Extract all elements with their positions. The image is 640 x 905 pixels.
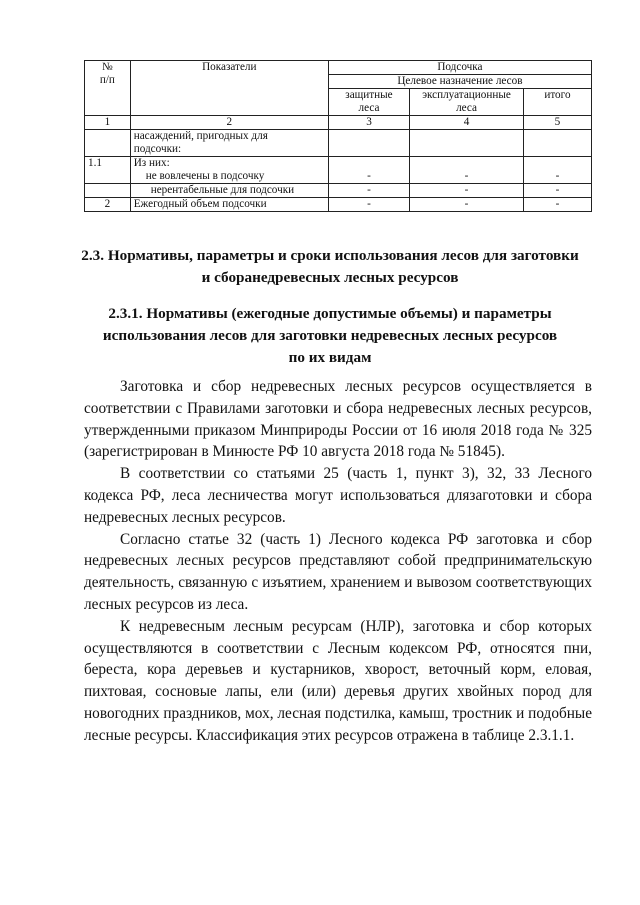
col-number: 4: [410, 116, 524, 130]
cell: -: [328, 184, 409, 198]
cell: -: [523, 198, 591, 212]
header-indicators: Показатели: [130, 61, 328, 116]
row-number: [85, 184, 131, 198]
cell: -: [328, 157, 409, 184]
table-header-row: [85, 61, 592, 75]
cell: [410, 130, 524, 157]
paragraph: Заготовка и сбор недревесных лесных ресурсов осуществляется в соответствии с Правилами заготовки и сбора недревесных лесных ресурсов, утвержденными приказом Минприроды России от 16 июля 2018 года № 325 (зарегистрирован в Минюсте РФ 10 августа 2018 года № 51845).: [84, 378, 592, 461]
header-purpose: Целевое назначение лесов: [328, 75, 591, 89]
col-number: 5: [523, 116, 591, 130]
subsection-heading: 2.3.1. Нормативы (ежегодные допустимые объемы) и параметры использования лесов для заготовки недревесных лесных ресурсов по их видам: [102, 305, 558, 366]
table-row: [85, 198, 592, 212]
paragraph: К недревесным лесным ресурсам (НЛР), заготовка и сбор которых осуществляются в соответствии с Лесным кодексом РФ, относятся пни, береста, кора деревьев и кустарников, хворост, веточный корм, еловая, пихтовая, сосновые лапы, ели (или) деревья других хвойных пород для новогодних праздников, мох, лесная подстилка, камыш, тростник и подобные лесные ресурсы. Классификация этих ресурсов отражена в таблице 2.3.1.1.: [84, 617, 592, 744]
row-number: [85, 130, 131, 157]
body-text: [84, 376, 592, 747]
cell: -: [410, 157, 524, 184]
cell: -: [410, 184, 524, 198]
row-label: [130, 130, 328, 157]
section-heading: 2.3. Нормативы, параметры и сроки использования лесов для заготовки и сборанедревесных лесных ресурсов: [81, 247, 579, 286]
row-label-line: подсочки:: [133, 143, 182, 155]
cell: [523, 130, 591, 157]
col-number: 2: [130, 116, 328, 130]
row-label: [130, 157, 328, 184]
header-group: Подсочка: [328, 61, 591, 75]
cell: [328, 130, 409, 157]
table-row: [85, 130, 592, 157]
table-row: [85, 184, 592, 198]
table-row: [85, 157, 592, 184]
row-label: нерентабельные для подсочки: [130, 184, 328, 198]
col-number: 1: [85, 116, 131, 130]
cell: -: [523, 184, 591, 198]
header-col: итого: [523, 89, 591, 116]
header-col: защитные леса: [328, 89, 409, 116]
header-number: № п/п: [85, 61, 131, 116]
tapping-table: [84, 60, 592, 212]
row-label-line: не вовлечены в подсочку: [145, 170, 265, 182]
paragraph: Согласно статье 32 (часть 1) Лесного кодекса РФ заготовка и сбор недревесных лесных ресурсов представляют собой предпринимательскую деятельность, связанную с изъятием, хранением и вывозом соответствующих лесных ресурсов из леса.: [84, 530, 592, 613]
row-number: 1.1: [85, 157, 131, 184]
column-number-row: [85, 116, 592, 130]
cell: -: [328, 198, 409, 212]
cell: -: [523, 157, 591, 184]
col-number: 3: [328, 116, 409, 130]
paragraph: В соответствии со статьями 25 (часть 1, пункт 3), 32, 33 Лесного кодекса РФ, леса лесничества могут использоваться длязаготовки и сбора недревесных лесных ресурсов.: [84, 465, 592, 526]
row-label: Ежегодный объем подсочки: [130, 198, 328, 212]
row-label-line: Из них:: [133, 157, 170, 169]
row-number: 2: [85, 198, 131, 212]
cell: -: [410, 198, 524, 212]
header-col: эксплуатационные леса: [410, 89, 524, 116]
row-label-line: насаждений, пригодных для: [133, 130, 268, 142]
